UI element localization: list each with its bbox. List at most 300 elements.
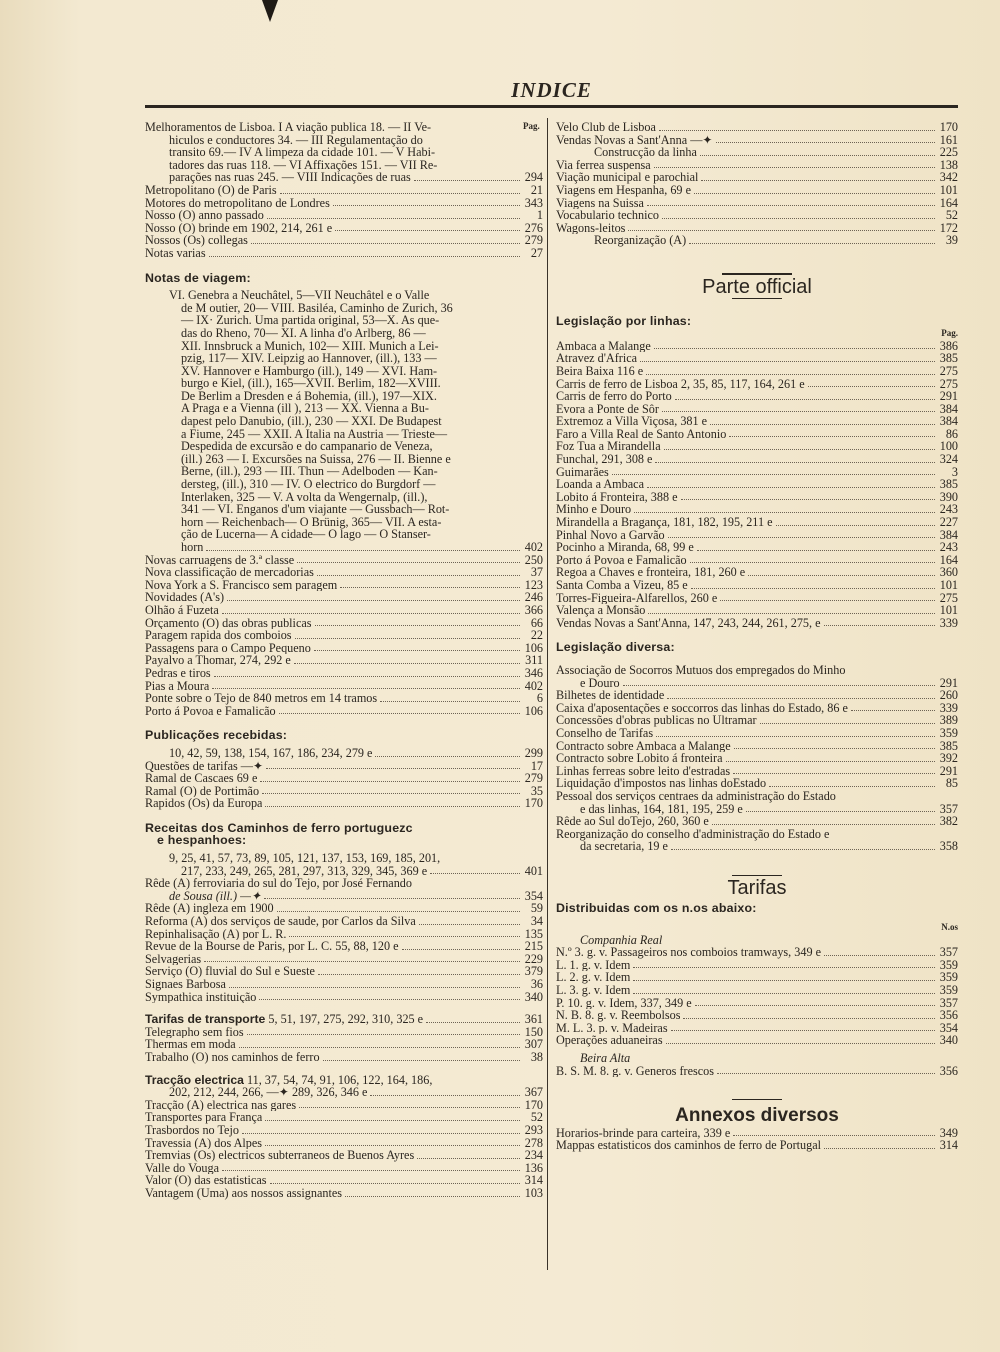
page-number: 275 [939,363,958,378]
entry-text: Ramal de Cascaes 69 e [145,772,258,785]
leader-dots [690,562,935,563]
leader-dots [700,155,935,156]
entry-text: Lobito á Fronteira, 388 e [556,490,678,504]
page-number: 324 [939,452,958,467]
leader-dots [647,205,935,206]
entry-text: M. L. 3. p. v. Madeiras [556,1021,668,1035]
leader-dots [335,230,520,231]
leader-dots [646,374,935,375]
index-entry [145,1174,543,1187]
index-entry [556,959,958,972]
page-number: 170 [524,796,543,811]
leader-dots [659,130,935,131]
leader-dots [251,243,520,244]
page-number: 357 [939,995,958,1010]
page-number: 59 [530,901,543,916]
leg-diversa-entries [556,689,958,790]
leader-dots [370,1095,520,1096]
page-number: 401 [524,863,543,878]
page-number: 279 [524,771,543,786]
traccao-pages: 11, 37, 54, 74, 91, 106, 122, 164, 186, [243,1072,433,1087]
page-number: 260 [939,688,958,703]
leader-dots [265,1120,520,1121]
index-entry [145,692,543,705]
leader-dots [654,167,935,168]
entry-text: P. 10. g. v. Idem, 337, 349 e [556,996,692,1010]
page-number: 379 [524,964,543,979]
page-number: 22 [530,628,543,643]
block-line: — IX· Zurich. Uma partida original, 53—X. As que- [181,313,440,328]
index-entry [145,940,543,953]
leader-dots [299,1107,520,1108]
page-number: 85 [945,776,958,791]
index-entry [145,247,543,260]
index-entry [556,171,958,184]
index-entry [556,984,958,997]
index-entry [556,592,958,605]
block-line: de M outier, 20— VIII. Basiléa, Caminho de Zurich, 36 [181,300,453,315]
index-entry [145,591,543,604]
index-entry [556,491,958,504]
index-entry [145,953,543,966]
index-entry [556,1009,958,1022]
block-line: hiculos e conductores 34. — III Regulamentação do [169,132,423,147]
entry-text: Ponte sobre o Tejo de 840 metros em 14 tramos [145,692,378,705]
page-number: 150 [524,1024,543,1039]
leader-dots [697,550,935,551]
entry-text: horn [181,541,204,554]
entry-text: Paragem rapida dos comboios [145,629,292,642]
leader-dots [279,713,520,714]
leader-dots [824,1148,935,1149]
leader-dots [297,562,520,563]
pessoal-line1: Pessoal dos serviços centraes da administração do Estado [556,788,836,803]
leader-dots [662,411,935,412]
leader-dots [247,1034,520,1035]
page-number: 385 [939,351,958,366]
index-entry [145,1111,543,1124]
index-entry [145,1149,543,1162]
leader-dots [318,974,520,975]
index-entry [145,1124,543,1137]
entry-text: Ramal (O) de Portimão [145,784,260,798]
leader-dots [710,424,935,425]
leader-dots [667,698,935,699]
leader-dots [277,911,520,912]
entry-text: Tremvias (Os) electricos subterraneos de Buenos Ayres [145,1149,415,1162]
page-number: 339 [939,700,958,715]
entry-text: Vendas Novas a Sant'Anna —✦ [556,133,713,147]
page-number: 386 [939,338,958,353]
leader-dots [733,1135,935,1136]
leader-dots [671,1030,935,1031]
entry-text: Pinhal Novo a Garvão [556,528,665,542]
entry-text: Nova York a S. Francisco sem paragem [145,578,338,592]
index-entry [556,752,958,765]
right-column [556,121,958,1152]
index-entry [145,747,543,760]
leader-dots [633,993,935,994]
page-number: 123 [524,577,543,592]
page-number: 243 [939,540,958,555]
entry-text: Orçamento (O) das obras publicas [145,616,312,630]
entry-text: parações nas ruas 245. — VIII Indicações de ruas [169,171,411,184]
melhoramentos-entry [145,121,543,184]
entry-text: Thermas em moda [145,1038,236,1051]
annexos-heading: Annexos diversos [675,1105,839,1127]
block-line: Interlaken, 325 — V. A volta da Wengernalp, (ill.), [181,489,428,504]
entry-text: Rêde (A) ingleza em 1900 [145,902,274,916]
index-entry [556,1034,958,1047]
block-line: XV. Hannover e Hamburgo (ill.), 149 — XVI. Ham- [181,363,438,378]
page-number: 385 [939,738,958,753]
rede-sul-line1: Rêde (A) ferroviaria do sul do Tejo, por José Fernando [145,876,412,891]
entry-text: Tracção (A) electrica nas gares [145,1098,297,1112]
page-number: 359 [939,957,958,972]
entry-text: Serviço (O) fluvial do Sul e Sueste [145,965,315,978]
assoc-line2 [556,677,958,690]
leader-dots [414,180,520,181]
entry-text: Operações aduaneiras [556,1034,663,1047]
entry-text: Contracto sobre Ambaca a Malange [556,739,731,753]
entry-text: Mirandella a Bragança, 181, 182, 195, 211 e [556,516,773,529]
leader-dots [289,936,520,937]
page-number: 339 [939,615,958,630]
block-line: (ill.) 263 — I. Excursões na Suissa, 276 — II. Bienne e [181,451,451,466]
block-line: Melhoramentos de Lisboa. I A viação publica 18. — II Ve- [145,120,432,134]
page-number: 164 [939,552,958,567]
leader-dots [209,256,520,257]
entry-text: Atravez d'Africa [556,352,638,365]
leg-linhas-heading: Legislação por linhas: [556,313,692,328]
leader-dots [402,949,520,950]
index-entry [556,146,958,159]
entry-text: Sympathica instituição [145,990,257,1004]
leader-dots [239,1047,520,1048]
index-entry [556,415,958,428]
index-entry [556,378,958,391]
page-number: 17 [530,758,543,773]
index-entry [145,1137,543,1150]
leader-dots [662,218,935,219]
index-entry [556,1065,958,1078]
entry-text: Nova classificação de mercadorias [145,566,314,579]
leader-dots [260,781,520,782]
entry-text: Nossos (Os) collegas [145,234,248,247]
block-line: das do Rheno, 70— XI. A linha d'o Arlberg, 86 — [181,325,426,340]
index-entry [145,915,543,928]
entry-text: Velo Club de Lisboa [556,121,656,134]
page-number: 106 [524,703,543,718]
assoc-line1: Associação de Socorros Mutuos dos empregados do Minho [556,662,846,677]
entry-text: Liquidação d'impostos nas linhas doEstado [556,777,767,790]
page-number: 275 [939,590,958,605]
entry-text: Motores do metropolitano de Londres [145,196,330,210]
entry-text: Signaes Barbosa [145,978,226,991]
leader-dots [262,793,520,794]
pessoal-text: e das linhas, 164, 181, 195, 259 e [580,802,743,816]
entry-text: Questões de tarifas —✦ [145,759,264,773]
entry-text: Evora a Ponte de Sôr [556,402,659,416]
page-number: 100 [939,439,958,454]
index-entry [145,785,543,798]
publicacoes-entries [145,747,543,810]
index-entry [145,760,543,773]
index-entry [556,428,958,441]
page-number: 170 [524,1097,543,1112]
entry-text: Selvagerias [145,952,202,966]
block-line: VI. Genebra a Neuchâtel, 5—VII Neuchâtel e o Valle [169,288,430,303]
page-tear-mark [262,0,278,22]
page-number: 243 [939,502,958,517]
leader-dots [323,1060,520,1061]
index-entry [556,134,958,147]
page-number: 356 [939,1063,958,1078]
page-number: 359 [939,970,958,985]
leader-dots [426,1022,520,1023]
traccao-pages-2: 202, 212, 244, 266, —✦ 289, 326, 346 e [169,1086,368,1099]
page-number: 382 [939,814,958,829]
page-number: 161 [939,132,958,147]
block-line: 341 — VI. Enganos d'um viajante — Gussbach— Rot- [181,502,450,517]
leader-dots [656,736,935,737]
entry-text: Minho e Douro [556,503,632,517]
leader-dots [729,436,935,437]
assoc-text: e Douro [580,676,620,690]
notas-block [145,289,543,553]
entry-text: Mappas estatisticos dos caminhos de ferro de Portugal [556,1139,822,1152]
index-entry [145,566,543,579]
page-number: 356 [939,1008,958,1023]
section-rule [732,1099,782,1100]
index-entry [556,365,958,378]
page-header [145,78,958,108]
leader-dots [776,525,936,526]
entry-text: Caixa d'aposentações e soccorros das linhas do Estado, 86 e [556,701,848,715]
entry-text: Nosso (O) brinde em 1902, 214, 261 e [145,221,333,235]
index-entry [556,1022,958,1035]
page-number: 360 [939,565,958,580]
entry-text: Carris de ferro do Porto [556,390,672,403]
entry-text: Linhas ferreas sobre leito d'estradas [556,764,731,778]
entry-text: Rêde ao Sul doTejo, 260, 360 e [556,815,709,828]
entry-text: Funchal, 291, 308 e [556,453,653,466]
index-entry [145,1162,543,1175]
page-number: 307 [524,1037,543,1052]
leader-dots [671,849,935,850]
traccao-heading: Tracção electrica [145,1072,244,1087]
index-entry [556,765,958,778]
page-number: 392 [939,751,958,766]
page-number: 367 [524,1085,543,1100]
leg-linhas-entries [556,340,958,630]
index-entry [556,1127,958,1140]
entry-text: Payalvo a Thomar, 274, 292 e [145,654,291,667]
block-line: dersteg, (ill.), 310 — IV. O electrico do Burgdorf — [181,477,436,492]
page-number: 225 [939,145,958,160]
index-entry [556,617,958,630]
index-entry [556,503,958,516]
entry-text: Vendas Novas a Sant'Anna, 147, 243, 244, 261, 275, e [556,616,821,630]
entry-text: B. S. M. 8. g. v. Generos frescos [556,1064,714,1078]
leader-dots [280,193,520,194]
leader-dots [720,600,935,601]
entry-text: Wagons-leitos [556,221,626,235]
block-line: tadores das ruas 118. — VI Affixações 151. — VII Re- [169,157,438,172]
leader-dots [314,650,520,651]
index-entry [556,740,958,753]
leader-dots [222,1170,520,1171]
block-line: 9, 25, 41, 57, 73, 89, 105, 121, 137, 153, 169, 185, 201, [169,851,441,866]
leader-dots [726,761,935,762]
leader-dots [648,613,935,614]
index-entry [556,566,958,579]
entry-text: Telegrapho sem fios [145,1025,244,1039]
block-line: XII. Innsbruck a Munich, 102— XIII. Munich a Lei- [181,338,439,353]
leader-dots [204,961,520,962]
index-entry [556,222,958,235]
page-number: 354 [939,1020,958,1035]
block-last-line [145,171,543,184]
entry-text: Ambaca a Malange [556,339,651,353]
page-number: 359 [939,725,958,740]
entry-text: 217, 233, 249, 265, 281, 297, 313, 329, 345, 369 e [181,864,428,878]
entry-text: Guimarães [556,465,609,479]
page-number: 101 [939,578,958,592]
leader-dots [647,487,935,488]
page-number: 359 [939,983,958,998]
page-number: 246 [524,590,543,605]
page-number: 35 [530,783,543,798]
page-number: 86 [945,426,958,441]
leader-dots [824,955,935,956]
leader-dots [380,701,520,702]
page-number: 250 [524,552,543,567]
index-entry [556,541,958,554]
beira-alta-entries [556,1065,958,1078]
leg-diversa-heading: Legislação diversa: [556,640,675,655]
section-rule [722,273,792,275]
leader-dots [294,663,520,664]
page-number: 275 [939,376,958,391]
index-entry [145,965,543,978]
beira-alta-label: Beira Alta [580,1051,631,1065]
page-number: 314 [939,1138,958,1153]
entry-text: Carris de ferro de Lisboa 2, 35, 85, 117, 164, 261 e [556,377,805,391]
entry-text: Valle do Vouga [145,1161,220,1175]
entry-text: Pias a Moura [145,679,210,693]
entry-text: Porto á Povoa e Famalicão [145,704,276,718]
entry-text: Valor (O) das estatisticas [145,1174,267,1187]
page-number: 101 [939,182,958,197]
page-number: 172 [939,220,958,235]
page-number: 103 [524,1185,543,1200]
block-line: a Fiume, 245 — XXII. A Italia na Austria — Trieste— [181,426,448,441]
pessoal-entry [556,790,958,815]
entry-text: Repinhalisação (A) por L. R. [145,927,287,941]
entry-text: Torres-Figueira-Alfarellos, 260 e [556,591,718,605]
leader-dots [340,587,520,588]
receitas-heading: Receitas dos Caminhos de ferro portuguezc [145,820,413,835]
page-number: 299 [524,745,543,760]
block-line: dapest pelo Danubio, (ill.), 230 — XXI. De Budapest [181,414,442,429]
entry-text: Construcção da linha [594,146,697,159]
page-number: 384 [939,527,958,542]
leader-dots [748,575,935,576]
page-number: 402 [524,678,543,693]
page-number: 215 [524,939,543,954]
receitas-heading-2: e hespanhoes: [157,833,247,848]
entry-text: Conselho de Tarifas [556,726,654,740]
page-number: 390 [939,489,958,504]
entry-text: Concessões d'obras publicas no Ultramar [556,714,757,727]
page-number: 389 [939,713,958,728]
index-entry [556,453,958,466]
page-number: 3 [951,464,958,479]
page-title: INDICE [511,78,592,102]
leader-dots [694,193,935,194]
leader-dots [851,710,935,711]
index-entry [145,705,543,718]
page-number: 291 [939,763,958,778]
page-number: 136 [524,1160,543,1175]
header-rule [145,105,958,108]
page-number: 357 [939,801,958,816]
entry-text: Faro a Villa Real de Santo Antonio [556,427,727,441]
page-number: 340 [939,1033,958,1048]
index-entry [556,159,958,172]
index-entry [556,1139,958,1152]
index-entry [145,928,543,941]
left-column [145,121,543,1200]
page-number: 101 [939,603,958,618]
entry-text: Bilhetes de identidade [556,689,665,702]
leader-dots [623,685,935,686]
index-entry [145,629,543,642]
page-number: 293 [524,1122,543,1137]
block-line: horn — Reichenbach— O Brünig, 365— VII. A esta- [181,514,442,529]
entry-text: Transportes para França [145,1111,263,1124]
page-number: 39 [945,233,958,248]
page-number: 340 [524,989,543,1004]
index-entry [556,516,958,529]
page-number: 36 [530,977,543,991]
page-number: 346 [524,665,543,680]
reorg-entry [556,828,958,853]
index-entry [145,642,543,655]
entry-text: Olhão á Fuzeta [145,603,219,617]
column-divider [547,118,548,1270]
index-entry [145,1026,543,1039]
index-entry [556,714,958,727]
index-entry [556,440,958,453]
leader-dots [633,967,935,968]
page-number: 342 [939,170,958,185]
index-entry [145,902,543,915]
page-number: 234 [524,1148,543,1163]
entry-text: Revue de la Bourse de Paris, por L. C. 55, 88, 120 e [145,940,399,953]
pessoal-line2 [556,803,958,816]
block-line: ção de Lucerna— A cidade— O lago — O Stanser- [181,527,431,542]
index-entry [556,234,958,247]
index-entry [556,121,958,134]
page-number: 357 [939,945,958,960]
entry-text: Travessia (A) dos Alpes [145,1136,263,1150]
index-entry [556,529,958,542]
entry-text: Loanda a Ambaca [556,478,644,491]
page-number: 229 [524,951,543,966]
entry-text: Pocinho a Miranda, 68, 99 e [556,541,694,554]
